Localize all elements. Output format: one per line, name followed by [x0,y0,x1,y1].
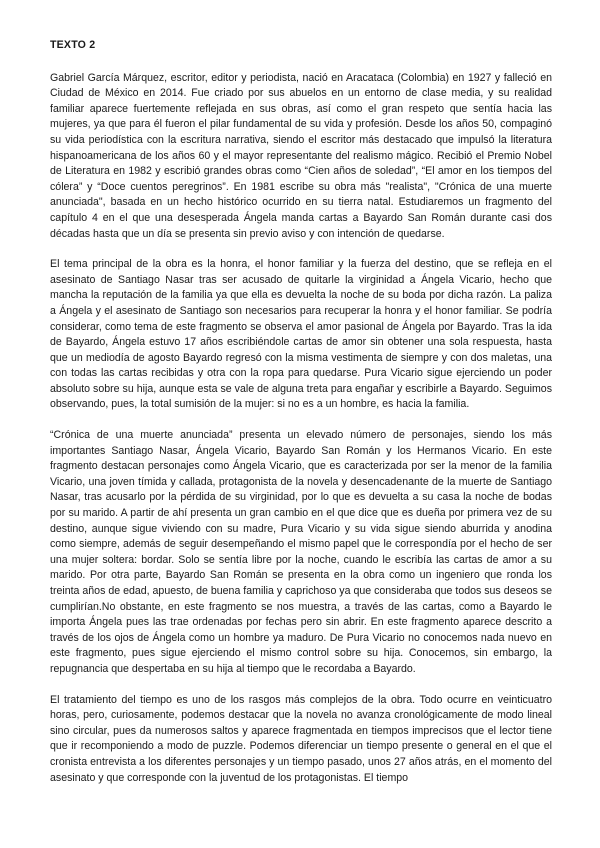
document-heading: TEXTO 2 [50,39,96,51]
paragraph-author-bio: Gabriel García Márquez, escritor, editor y periodista, nació en Aracataca (Colombia) en 1927 y falleció en Ciudad de México en 2014. Fue criado por sus abuelos en un entorno de clase media, y su realidad familiar aparece fuertemente reflejada en sus obras, así como el gran respeto que sentía hacia las mujeres, ya que para él fueron el pilar fundamental de su vida y profesión. Desde los años 50, compaginó su vida periodística con la escritura narrativa, siendo el escritor más destacado que impulsó la literatura hispanoamericana de los años 60 y el mayor representante del realismo mágico. Recibió el Premio Nobel de Literatura en 1982 y escribió grandes obras como “Cien años de soledad”, “El amor en los tiempos del cólera” y “Doce cuentos peregrinos”. En 1981 escribe su obra más "realista", "Crónica de una muerte anunciada", basada en un hecho histórico ocurrido en su tierra natal. Estudiaremos un fragmento del capítulo 4 en el que una desesperada Ángela manda cartas a Bayardo San Román durante casi dos décadas hasta que un día se presenta sin previo aviso y con intención de quedarse. [50,71,552,240]
paragraph-time-treatment: El tratamiento del tiempo es uno de los rasgos más complejos de la obra. Todo ocurre en veinticuatro horas, pero, curiosamente, podemos destacar que la novela no avanza cronológicamente de modo lineal sino circular, pues da numerosos saltos y aparece fragmentada en tiempos imprecisos que el lector tiene que ir recomponiendo a modo de puzzle. Podemos diferenciar un tiempo presente o general en el que el cronista entrevista a los diferentes personajes y un tiempo pasado, unos 27 años atrás, en el momento del asesinato y que corresponde con la juventud de los protagonistas. El tiempo [50,693,552,784]
document-page [50,38,552,801]
paragraph-characters: “Crónica de una muerte anunciada” presenta un elevado número de personajes, siendo los más importantes Santiago Nasar, Ángela Vicario, Bayardo San Román y los Hermanos Vicario. En este fragmento destacan personajes como Ángela Vicario, que es caracterizada por ser la menor de la familia Vicario, una joven tímida y callada, protagonista de la novela y desencadenante de la muerte de Santiago Nasar, tras acusarlo por la pérdida de su virginidad, por lo que es devuelta a su casa la noche de bodas por su marido. A partir de ahí presenta un gran cambio en el que dice que es dueña por primera vez de su destino, aunque sigue viviendo con su madre, Pura Vicario y su vida sigue siendo aburrida y anodina como siempre, además de seguir desempeñando el mismo papel que le correspondía por el hecho de ser una mujer soltera: bordar. Solo se sentía libre por la noche, cuando le escribía las cartas de amor a su marido. Por otra parte, Bayardo San Román se presenta en la obra como un ingeniero que ronda los treinta años de edad, apuesto, de buena familia y caprichoso ya que consideraba que todos sus deseos se cumplirían.No obstante, en este fragmento se nos muestra, a través de las cartas, como a Bayardo le importa Ángela pues las trae ordenadas por fechas pero sin abrir. En este fragmento aparece descrito a través de los ojos de Ángela como un hombre ya maduro. De Pura Vicario no conocemos nada nuevo en este fragmento, pues sigue ejerciendo el mismo control sobre su hija. Conocemos, sin embargo, la repugnancia que despertaba en su hija al tiempo que le recordaba a Bayardo. [50,429,552,675]
paragraph-main-theme: El tema principal de la obra es la honra, el honor familiar y la fuerza del destino, que se refleja en el asesinato de Santiago Nasar tras ser acusado de quitarle la virginidad a Ángela Vicario, hecho que mancha la reputación de la familia ya que ella es devuelta la noche de su boda por dicha razón. La paliza a Ángela y el asesinato de Santiago son necesarios para recuperar la honra y el honor familiar. Se podría considerar, como tema de este fragmento se observa el amor pasional de Ángela por Bayardo. Tras la ida de Bayardo, Ángela estuvo 17 años escribiéndole cartas de amor sin obtener una sola respuesta, hasta que un mediodía de agosto Bayardo regresó con la misma vestimenta de siempre y con dos maletas, una con todas las cartas recibidas y otra con la ropa para quedarse. Pura Vicario sigue ejerciendo un poder absoluto sobre su hija, aunque esta se vale de alguna treta para engañar y escribirle a Bayardo. Seguimos observando, pues, la total sumisión de la mujer: si no es a un hombre, es hacia la familia. [50,258,552,411]
